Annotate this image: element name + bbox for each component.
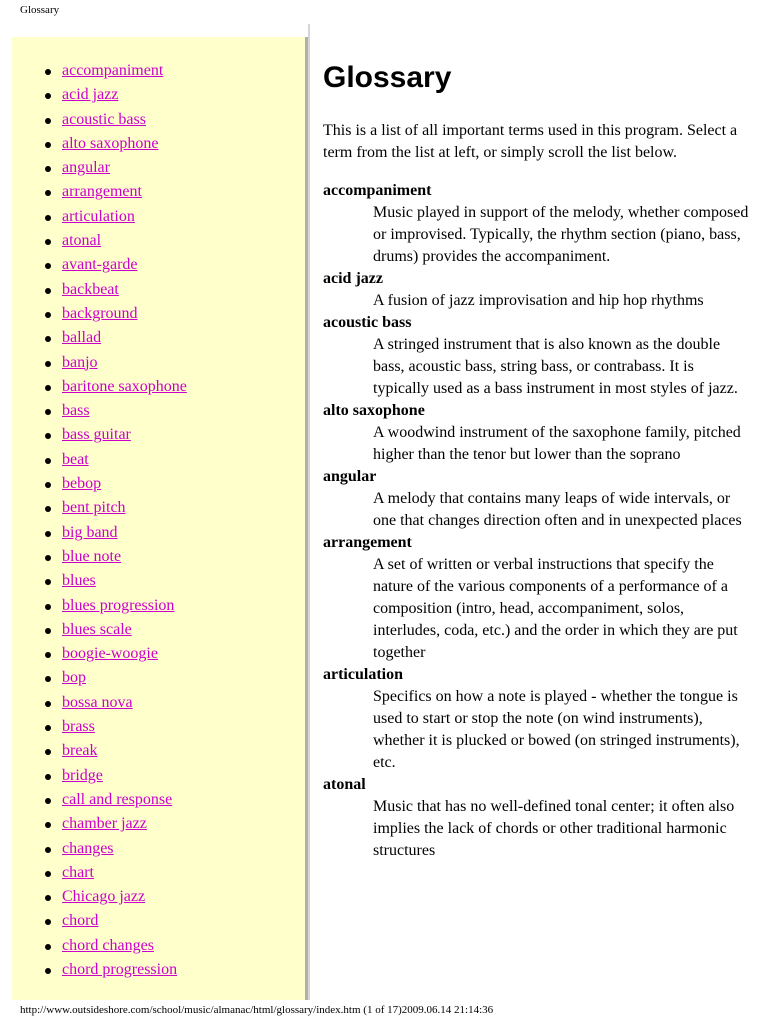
term-link[interactable]: ballad	[62, 329, 102, 347]
term-link[interactable]: angular	[62, 159, 110, 177]
bullet-icon	[45, 944, 51, 950]
term-link[interactable]: chamber jazz	[62, 815, 147, 833]
term-link[interactable]: bass	[62, 402, 90, 420]
page-title: Glossary	[323, 61, 452, 94]
bullet-icon	[45, 166, 51, 172]
term-list-item	[12, 278, 187, 302]
term-link[interactable]: bebop	[62, 475, 102, 493]
term-link[interactable]: boogie-woogie	[62, 645, 158, 663]
term-list-item	[12, 666, 187, 690]
term-list-item	[12, 739, 187, 763]
term-index-list	[12, 59, 187, 982]
term-list-item	[12, 618, 187, 642]
term-link[interactable]: bop	[62, 669, 86, 687]
term-link[interactable]: avant-garde	[62, 256, 138, 274]
term-list-item	[12, 132, 187, 156]
term-list-item	[12, 83, 187, 107]
bullet-icon	[45, 798, 51, 804]
glossary-definition: Music that has no well-defined tonal center; it often also implies the lack of chords or other traditional harmonic structures	[373, 798, 735, 859]
bullet-icon	[45, 701, 51, 707]
bullet-icon	[45, 336, 51, 342]
print-footer-url: http://www.outsideshore.com/school/music/almanac/html/glossary/index.htm (1 of 17)2009.06.14 21:14:36	[20, 1004, 494, 1016]
term-link[interactable]: alto saxophone	[62, 134, 159, 152]
term-link[interactable]: chord changes	[62, 936, 154, 954]
term-link[interactable]: blues scale	[62, 620, 132, 638]
glossary-term: articulation	[323, 666, 403, 683]
term-link[interactable]: beat	[62, 450, 89, 468]
bullet-icon	[45, 968, 51, 974]
term-link[interactable]: brass	[62, 718, 95, 736]
bullet-icon	[45, 215, 51, 221]
term-link[interactable]: bossa nova	[62, 693, 133, 711]
glossary-definition: A woodwind instrument of the saxophone family, pitched higher than the tenor but lower than the soprano	[373, 424, 741, 463]
main-content	[323, 50, 753, 862]
term-link[interactable]: acid jazz	[62, 86, 119, 104]
term-link[interactable]: Chicago jazz	[62, 888, 146, 906]
bullet-icon	[45, 919, 51, 925]
term-list-item	[12, 812, 187, 836]
term-list-item	[12, 642, 187, 666]
glossary-definition: A melody that contains many leaps of wide intervals, or one that changes direction often and in unexpected places	[373, 490, 742, 529]
term-list-item	[12, 885, 187, 909]
glossary-term: arrangement	[323, 534, 412, 551]
term-link[interactable]: backbeat	[62, 280, 119, 298]
term-link[interactable]: articulation	[62, 207, 135, 225]
bullet-icon	[45, 239, 51, 245]
glossary-term: alto saxophone	[323, 402, 425, 419]
term-list-item	[12, 205, 187, 229]
frame-divider	[308, 24, 310, 1000]
bullet-icon	[45, 142, 51, 148]
term-list-item	[12, 861, 187, 885]
term-link[interactable]: changes	[62, 839, 114, 857]
bullet-icon	[45, 531, 51, 537]
term-link[interactable]: atonal	[62, 232, 102, 250]
bullet-icon	[45, 190, 51, 196]
bullet-icon	[45, 433, 51, 439]
term-list-item	[12, 691, 187, 715]
glossary-definition: A stringed instrument that is also known as the double bass, acoustic bass, string bass, or contrabass. It is typically used as a bass instrument in most styles of jazz.	[373, 336, 738, 397]
term-list-item	[12, 545, 187, 569]
bullet-icon	[45, 385, 51, 391]
bullet-icon	[45, 604, 51, 610]
term-list-item	[12, 569, 187, 593]
term-list-item	[12, 253, 187, 277]
print-header-title: Glossary	[20, 4, 60, 16]
term-list-item	[12, 108, 187, 132]
bullet-icon	[45, 749, 51, 755]
term-list-item	[12, 715, 187, 739]
term-list-item	[12, 764, 187, 788]
glossary-term: accompaniment	[323, 182, 432, 199]
bullet-icon	[45, 652, 51, 658]
term-link[interactable]: blues progression	[62, 596, 175, 614]
term-link[interactable]: call and response	[62, 790, 173, 808]
bullet-icon	[45, 93, 51, 99]
term-link[interactable]: blue note	[62, 547, 122, 565]
bullet-icon	[45, 871, 51, 877]
bullet-icon	[45, 895, 51, 901]
term-list-item	[12, 180, 187, 204]
term-list-item	[12, 909, 187, 933]
glossary-term: angular	[323, 468, 377, 485]
term-list-item	[12, 302, 187, 326]
term-list-item	[12, 788, 187, 812]
bullet-icon	[45, 312, 51, 318]
bullet-icon	[45, 263, 51, 269]
term-list-item	[12, 521, 187, 545]
bullet-icon	[45, 482, 51, 488]
glossary-term: atonal	[323, 776, 366, 793]
intro-paragraph: This is a list of all important terms used in this program. Select a term from the list at left, or simply scroll the list below.	[323, 122, 738, 161]
term-link[interactable]: chord	[62, 912, 99, 930]
term-list-item	[12, 934, 187, 958]
term-list-item	[12, 326, 187, 350]
term-link[interactable]: baritone saxophone	[62, 377, 187, 395]
bullet-icon	[45, 822, 51, 828]
term-list-item	[12, 375, 187, 399]
term-link[interactable]: bent pitch	[62, 499, 126, 517]
glossary-definition: Music played in support of the melody, whether composed or improvised. Typically, the rhythm section (piano, bass, drums) provides the accompaniment.	[373, 204, 749, 265]
term-link[interactable]: bridge	[62, 766, 103, 784]
term-list-item	[12, 472, 187, 496]
term-link[interactable]: big band	[62, 523, 118, 541]
term-list-item	[12, 229, 187, 253]
bullet-icon	[45, 361, 51, 367]
bullet-icon	[45, 555, 51, 561]
bullet-icon	[45, 774, 51, 780]
glossary-definition: A fusion of jazz improvisation and hip hop rhythms	[373, 292, 704, 309]
term-link[interactable]: accompaniment	[62, 62, 164, 79]
term-link[interactable]: blues	[62, 572, 96, 590]
bullet-icon	[45, 676, 51, 682]
term-link[interactable]: acoustic bass	[62, 110, 146, 128]
term-link[interactable]: chord progression	[62, 960, 178, 978]
term-list-item	[12, 59, 187, 83]
term-list-item	[12, 423, 187, 447]
glossary-list	[323, 180, 753, 862]
bullet-icon	[45, 725, 51, 731]
glossary-term: acoustic bass	[323, 314, 412, 331]
bullet-icon	[45, 118, 51, 124]
glossary-definition: A set of written or verbal instructions that specify the nature of the various components of a performance of a composition (intro, head, accompaniment, solos, interludes, coda, etc.) and the order in which they are put together	[373, 556, 738, 661]
term-link[interactable]: bass guitar	[62, 426, 131, 444]
term-link[interactable]: break	[62, 742, 98, 760]
bullet-icon	[45, 288, 51, 294]
sidebar	[12, 37, 308, 1000]
bullet-icon	[45, 409, 51, 415]
term-list-item	[12, 156, 187, 180]
term-list-item	[12, 837, 187, 861]
bullet-icon	[45, 628, 51, 634]
bullet-icon	[45, 69, 51, 75]
bullet-icon	[45, 579, 51, 585]
bullet-icon	[45, 506, 51, 512]
term-list-item	[12, 351, 187, 375]
term-list-item	[12, 958, 187, 982]
term-link[interactable]: background	[62, 304, 138, 322]
term-link[interactable]: arrangement	[62, 183, 142, 201]
glossary-definition: Specifics on how a note is played - whether the tongue is used to start or stop the note (on wind instruments), whether it is plucked or bowed (on stringed instruments), etc.	[373, 688, 740, 771]
bullet-icon	[45, 847, 51, 853]
term-list-item	[12, 399, 187, 423]
term-link[interactable]: banjo	[62, 353, 98, 371]
term-list-item	[12, 594, 187, 618]
glossary-term: acid jazz	[323, 270, 383, 287]
term-list-item	[12, 496, 187, 520]
term-list-item	[12, 448, 187, 472]
bullet-icon	[45, 458, 51, 464]
term-link[interactable]: chart	[62, 863, 94, 881]
